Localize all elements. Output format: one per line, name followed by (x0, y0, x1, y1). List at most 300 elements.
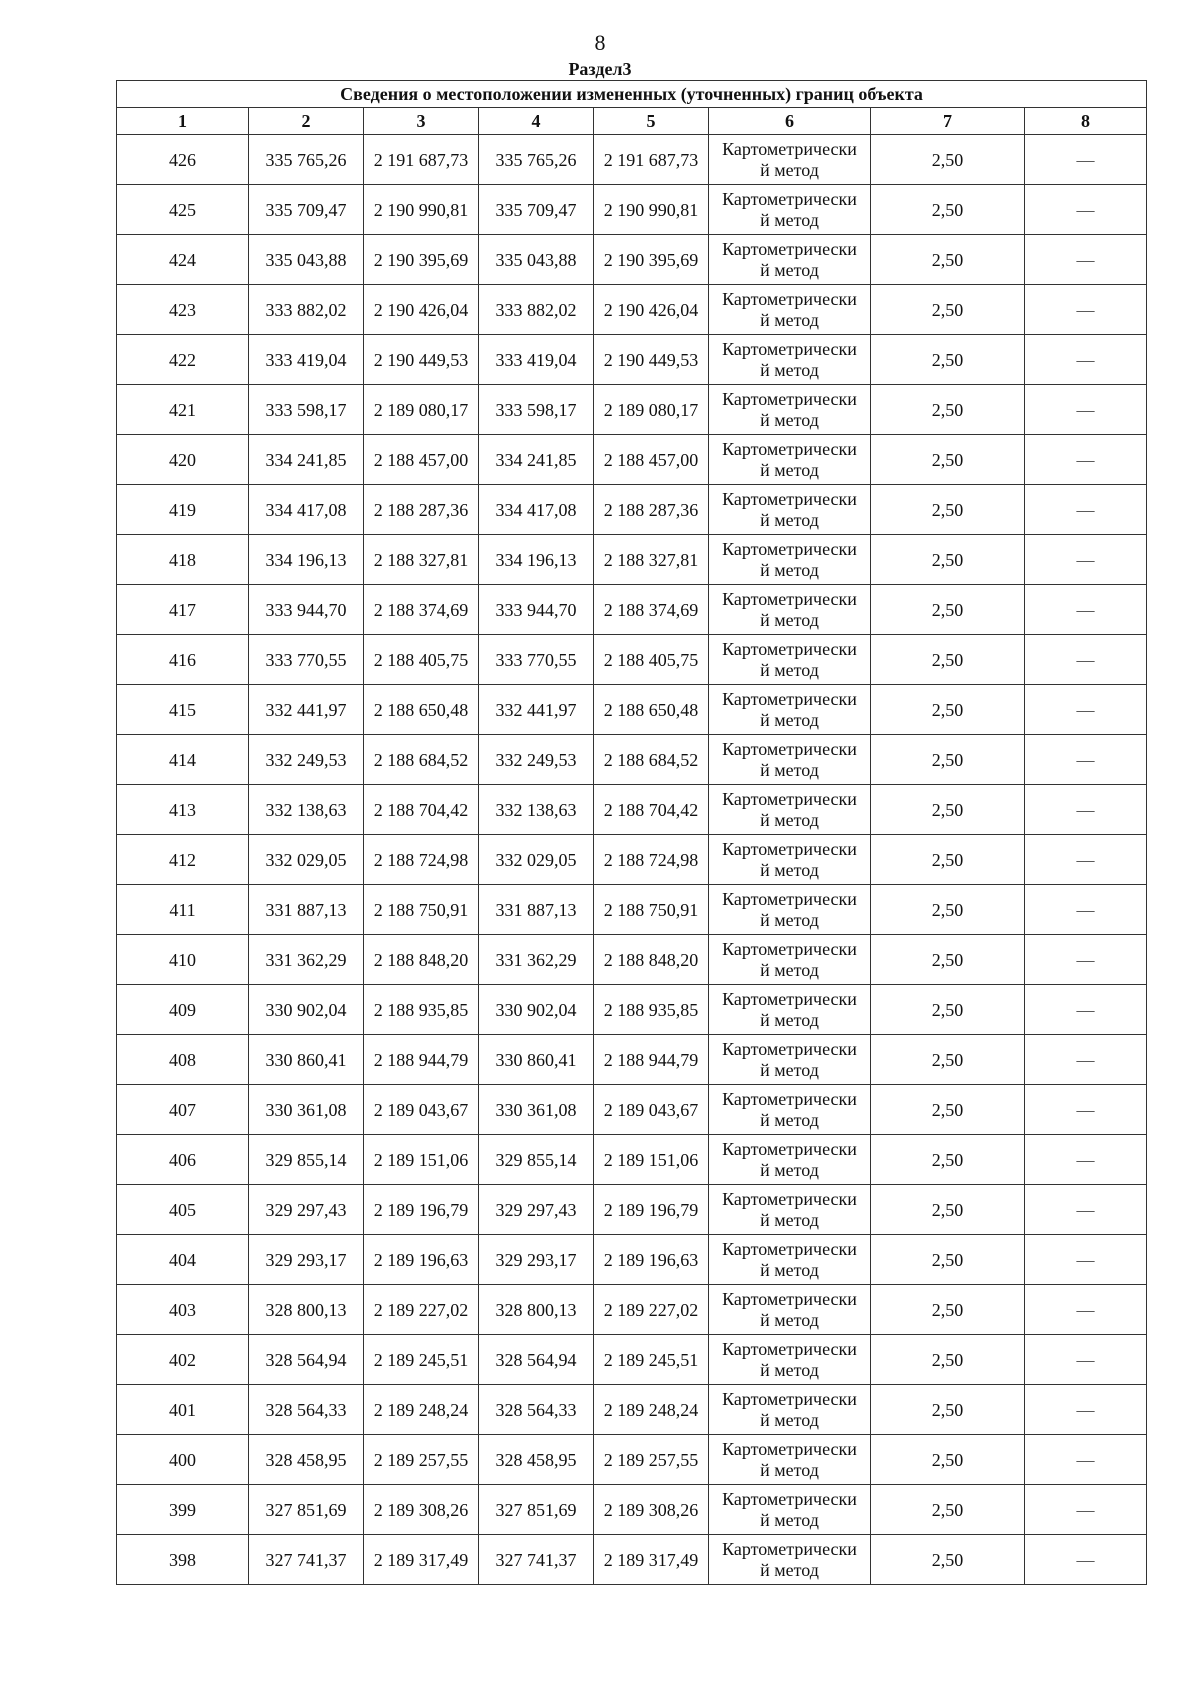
note-cell: — (1025, 1335, 1147, 1385)
x-existing-cell: 332 029,05 (249, 835, 364, 885)
y-refined-cell: 2 188 750,91 (594, 885, 709, 935)
method-cell (709, 1085, 871, 1135)
y-existing-cell: 2 189 151,06 (364, 1135, 479, 1185)
x-existing-cell: 334 417,08 (249, 485, 364, 535)
table-row (117, 1285, 1147, 1335)
column-number-1: 1 (117, 108, 249, 135)
method-line-2: й метод (760, 1459, 819, 1480)
point-number-cell: 423 (117, 285, 249, 335)
method-line-1: Картометрически (722, 388, 857, 409)
x-refined-cell: 335 765,26 (479, 135, 594, 185)
method-line-2: й метод (760, 509, 819, 530)
method-cell (709, 785, 871, 835)
column-number-8: 8 (1025, 108, 1147, 135)
method-cell (709, 885, 871, 935)
x-refined-cell: 328 458,95 (479, 1435, 594, 1485)
x-existing-cell: 332 249,53 (249, 735, 364, 785)
method-line-2: й метод (760, 759, 819, 780)
method-line-2: й метод (760, 209, 819, 230)
y-existing-cell: 2 189 227,02 (364, 1285, 479, 1335)
accuracy-cell: 2,50 (871, 235, 1025, 285)
table-row (117, 985, 1147, 1035)
column-number-7: 7 (871, 108, 1025, 135)
x-refined-cell: 329 297,43 (479, 1185, 594, 1235)
accuracy-cell: 2,50 (871, 385, 1025, 435)
method-line-2: й метод (760, 909, 819, 930)
table-row (117, 185, 1147, 235)
x-refined-cell: 332 249,53 (479, 735, 594, 785)
method-line-2: й метод (760, 1559, 819, 1580)
point-number-cell: 415 (117, 685, 249, 735)
y-refined-cell: 2 189 080,17 (594, 385, 709, 435)
method-cell (709, 1435, 871, 1485)
point-number-cell: 402 (117, 1335, 249, 1385)
y-refined-cell: 2 189 151,06 (594, 1135, 709, 1185)
accuracy-cell: 2,50 (871, 1535, 1025, 1585)
note-cell: — (1025, 435, 1147, 485)
accuracy-cell: 2,50 (871, 335, 1025, 385)
accuracy-cell: 2,50 (871, 985, 1025, 1035)
method-cell (709, 535, 871, 585)
x-existing-cell: 335 043,88 (249, 235, 364, 285)
accuracy-cell: 2,50 (871, 135, 1025, 185)
accuracy-cell: 2,50 (871, 1485, 1025, 1535)
method-cell (709, 1235, 871, 1285)
x-existing-cell: 334 241,85 (249, 435, 364, 485)
note-cell: — (1025, 785, 1147, 835)
point-number-cell: 404 (117, 1235, 249, 1285)
method-cell (709, 1185, 871, 1235)
table-row (117, 385, 1147, 435)
point-number-cell: 406 (117, 1135, 249, 1185)
x-existing-cell: 332 441,97 (249, 685, 364, 735)
note-cell: — (1025, 1135, 1147, 1185)
note-cell: — (1025, 485, 1147, 535)
table-row (117, 635, 1147, 685)
x-refined-cell: 329 293,17 (479, 1235, 594, 1285)
y-existing-cell: 2 190 426,04 (364, 285, 479, 335)
y-refined-cell: 2 189 308,26 (594, 1485, 709, 1535)
x-existing-cell: 333 882,02 (249, 285, 364, 335)
x-existing-cell: 333 770,55 (249, 635, 364, 685)
note-cell: — (1025, 985, 1147, 1035)
table-row (117, 935, 1147, 985)
table-row (117, 135, 1147, 185)
y-existing-cell: 2 190 449,53 (364, 335, 479, 385)
accuracy-cell: 2,50 (871, 535, 1025, 585)
y-refined-cell: 2 188 457,00 (594, 435, 709, 485)
method-line-1: Картометрически (722, 138, 857, 159)
note-cell: — (1025, 135, 1147, 185)
method-line-2: й метод (760, 609, 819, 630)
method-line-1: Картометрически (722, 1138, 857, 1159)
x-refined-cell: 335 709,47 (479, 185, 594, 235)
y-refined-cell: 2 189 317,49 (594, 1535, 709, 1585)
y-existing-cell: 2 189 317,49 (364, 1535, 479, 1585)
point-number-cell: 400 (117, 1435, 249, 1485)
point-number-cell: 425 (117, 185, 249, 235)
accuracy-cell: 2,50 (871, 685, 1025, 735)
accuracy-cell: 2,50 (871, 1335, 1025, 1385)
note-cell: — (1025, 1235, 1147, 1285)
point-number-cell: 419 (117, 485, 249, 535)
method-line-1: Картометрически (722, 1188, 857, 1209)
note-cell: — (1025, 1535, 1147, 1585)
y-existing-cell: 2 188 935,85 (364, 985, 479, 1035)
note-cell: — (1025, 685, 1147, 735)
method-cell (709, 1535, 871, 1585)
x-existing-cell: 329 297,43 (249, 1185, 364, 1235)
y-existing-cell: 2 188 374,69 (364, 585, 479, 635)
method-cell (709, 135, 871, 185)
x-refined-cell: 333 419,04 (479, 335, 594, 385)
x-existing-cell: 333 598,17 (249, 385, 364, 435)
table-body (117, 135, 1147, 1585)
coordinates-table (116, 80, 1147, 1585)
y-existing-cell: 2 188 944,79 (364, 1035, 479, 1085)
method-line-2: й метод (760, 1309, 819, 1330)
point-number-cell: 416 (117, 635, 249, 685)
point-number-cell: 407 (117, 1085, 249, 1135)
accuracy-cell: 2,50 (871, 1035, 1025, 1085)
method-line-2: й метод (760, 709, 819, 730)
method-cell (709, 985, 871, 1035)
accuracy-cell: 2,50 (871, 635, 1025, 685)
accuracy-cell: 2,50 (871, 285, 1025, 335)
method-line-2: й метод (760, 259, 819, 280)
point-number-cell: 417 (117, 585, 249, 635)
table-row (117, 835, 1147, 885)
table-row (117, 1385, 1147, 1435)
method-line-2: й метод (760, 409, 819, 430)
table-row (117, 1335, 1147, 1385)
note-cell: — (1025, 1435, 1147, 1485)
note-cell: — (1025, 635, 1147, 685)
y-existing-cell: 2 188 327,81 (364, 535, 479, 585)
y-existing-cell: 2 188 724,98 (364, 835, 479, 885)
method-cell (709, 835, 871, 885)
table-row (117, 1135, 1147, 1185)
x-existing-cell: 330 860,41 (249, 1035, 364, 1085)
method-cell (709, 685, 871, 735)
accuracy-cell: 2,50 (871, 1185, 1025, 1235)
x-existing-cell: 327 851,69 (249, 1485, 364, 1535)
method-cell (709, 1135, 871, 1185)
note-cell: — (1025, 285, 1147, 335)
note-cell: — (1025, 735, 1147, 785)
x-existing-cell: 329 855,14 (249, 1135, 364, 1185)
table-row (117, 1535, 1147, 1585)
method-line-2: й метод (760, 1359, 819, 1380)
y-refined-cell: 2 189 245,51 (594, 1335, 709, 1385)
x-existing-cell: 335 765,26 (249, 135, 364, 185)
method-cell (709, 335, 871, 385)
x-refined-cell: 332 029,05 (479, 835, 594, 885)
method-line-1: Картометрически (722, 1238, 857, 1259)
y-refined-cell: 2 188 848,20 (594, 935, 709, 985)
y-existing-cell: 2 189 245,51 (364, 1335, 479, 1385)
method-line-2: й метод (760, 859, 819, 880)
method-cell (709, 1485, 871, 1535)
table-row (117, 435, 1147, 485)
point-number-cell: 410 (117, 935, 249, 985)
y-existing-cell: 2 190 990,81 (364, 185, 479, 235)
x-existing-cell: 328 564,94 (249, 1335, 364, 1385)
point-number-cell: 408 (117, 1035, 249, 1085)
x-existing-cell: 328 800,13 (249, 1285, 364, 1335)
note-cell: — (1025, 835, 1147, 885)
y-refined-cell: 2 189 196,79 (594, 1185, 709, 1235)
method-cell (709, 735, 871, 785)
table-row (117, 1085, 1147, 1135)
method-cell (709, 1035, 871, 1085)
accuracy-cell: 2,50 (871, 585, 1025, 635)
y-existing-cell: 2 188 704,42 (364, 785, 479, 835)
y-existing-cell: 2 188 405,75 (364, 635, 479, 685)
y-refined-cell: 2 188 684,52 (594, 735, 709, 785)
x-existing-cell: 327 741,37 (249, 1535, 364, 1585)
method-line-1: Картометрически (722, 1038, 857, 1059)
y-existing-cell: 2 188 848,20 (364, 935, 479, 985)
point-number-cell: 422 (117, 335, 249, 385)
y-refined-cell: 2 189 248,24 (594, 1385, 709, 1435)
table-row (117, 285, 1147, 335)
x-refined-cell: 333 770,55 (479, 635, 594, 685)
method-line-2: й метод (760, 1159, 819, 1180)
x-refined-cell: 327 851,69 (479, 1485, 594, 1535)
point-number-cell: 414 (117, 735, 249, 785)
x-existing-cell: 335 709,47 (249, 185, 364, 235)
note-cell: — (1025, 1485, 1147, 1535)
method-line-2: й метод (760, 1059, 819, 1080)
y-existing-cell: 2 188 287,36 (364, 485, 479, 535)
method-cell (709, 585, 871, 635)
y-refined-cell: 2 188 405,75 (594, 635, 709, 685)
y-refined-cell: 2 188 724,98 (594, 835, 709, 885)
x-existing-cell: 329 293,17 (249, 1235, 364, 1285)
table-row (117, 485, 1147, 535)
x-refined-cell: 328 564,94 (479, 1335, 594, 1385)
note-cell: — (1025, 385, 1147, 435)
method-cell (709, 185, 871, 235)
method-line-1: Картометрически (722, 1338, 857, 1359)
point-number-cell: 418 (117, 535, 249, 585)
x-refined-cell: 332 138,63 (479, 785, 594, 835)
y-existing-cell: 2 188 457,00 (364, 435, 479, 485)
column-number-4: 4 (479, 108, 594, 135)
x-existing-cell: 330 902,04 (249, 985, 364, 1035)
method-line-2: й метод (760, 809, 819, 830)
x-refined-cell: 335 043,88 (479, 235, 594, 285)
method-line-1: Картометрически (722, 688, 857, 709)
x-refined-cell: 330 860,41 (479, 1035, 594, 1085)
method-cell (709, 1285, 871, 1335)
y-existing-cell: 2 189 196,79 (364, 1185, 479, 1235)
method-line-1: Картометрически (722, 988, 857, 1009)
column-number-6: 6 (709, 108, 871, 135)
y-existing-cell: 2 188 650,48 (364, 685, 479, 735)
y-existing-cell: 2 189 248,24 (364, 1385, 479, 1435)
column-number-3: 3 (364, 108, 479, 135)
x-refined-cell: 334 417,08 (479, 485, 594, 535)
table-row (117, 1435, 1147, 1485)
y-refined-cell: 2 190 449,53 (594, 335, 709, 385)
accuracy-cell: 2,50 (871, 835, 1025, 885)
accuracy-cell: 2,50 (871, 435, 1025, 485)
y-refined-cell: 2 189 196,63 (594, 1235, 709, 1285)
x-refined-cell: 333 944,70 (479, 585, 594, 635)
y-existing-cell: 2 190 395,69 (364, 235, 479, 285)
method-line-1: Картометрически (722, 588, 857, 609)
column-number-5: 5 (594, 108, 709, 135)
method-cell (709, 1335, 871, 1385)
note-cell: — (1025, 535, 1147, 585)
method-line-1: Картометрически (722, 1288, 857, 1309)
accuracy-cell: 2,50 (871, 485, 1025, 535)
method-cell (709, 1385, 871, 1435)
method-line-2: й метод (760, 959, 819, 980)
x-existing-cell: 333 944,70 (249, 585, 364, 635)
point-number-cell: 405 (117, 1185, 249, 1235)
x-existing-cell: 332 138,63 (249, 785, 364, 835)
accuracy-cell: 2,50 (871, 1235, 1025, 1285)
y-existing-cell: 2 189 308,26 (364, 1485, 479, 1535)
method-cell (709, 485, 871, 535)
method-line-2: й метод (760, 309, 819, 330)
x-existing-cell: 331 362,29 (249, 935, 364, 985)
x-existing-cell: 328 564,33 (249, 1385, 364, 1435)
method-cell (709, 635, 871, 685)
x-refined-cell: 334 196,13 (479, 535, 594, 585)
point-number-cell: 412 (117, 835, 249, 885)
method-line-2: й метод (760, 1259, 819, 1280)
method-line-1: Картометрически (722, 338, 857, 359)
x-existing-cell: 331 887,13 (249, 885, 364, 935)
y-existing-cell: 2 188 750,91 (364, 885, 479, 935)
method-line-2: й метод (760, 1509, 819, 1530)
method-line-2: й метод (760, 1409, 819, 1430)
point-number-cell: 426 (117, 135, 249, 185)
y-existing-cell: 2 189 080,17 (364, 385, 479, 435)
x-refined-cell: 334 241,85 (479, 435, 594, 485)
method-line-1: Картометрически (722, 1538, 857, 1559)
method-cell (709, 235, 871, 285)
table-row (117, 335, 1147, 385)
x-refined-cell: 328 564,33 (479, 1385, 594, 1435)
note-cell: — (1025, 335, 1147, 385)
table-row (117, 1235, 1147, 1285)
method-line-1: Картометрически (722, 938, 857, 959)
method-cell (709, 935, 871, 985)
column-number-2: 2 (249, 108, 364, 135)
note-cell: — (1025, 935, 1147, 985)
point-number-cell: 411 (117, 885, 249, 935)
method-line-1: Картометрически (722, 888, 857, 909)
point-number-cell: 420 (117, 435, 249, 485)
method-line-1: Картометрически (722, 738, 857, 759)
y-refined-cell: 2 190 990,81 (594, 185, 709, 235)
table-row (117, 685, 1147, 735)
table-caption: Сведения о местоположении измененных (уточненных) границ объекта (117, 81, 1147, 108)
note-cell: — (1025, 585, 1147, 635)
y-refined-cell: 2 190 395,69 (594, 235, 709, 285)
x-refined-cell: 333 882,02 (479, 285, 594, 335)
note-cell: — (1025, 185, 1147, 235)
x-refined-cell: 331 362,29 (479, 935, 594, 985)
method-line-1: Картометрически (722, 438, 857, 459)
table-row (117, 885, 1147, 935)
y-refined-cell: 2 189 043,67 (594, 1085, 709, 1135)
accuracy-cell: 2,50 (871, 735, 1025, 785)
method-line-1: Картометрически (722, 188, 857, 209)
note-cell: — (1025, 1035, 1147, 1085)
method-line-1: Картометрически (722, 238, 857, 259)
x-refined-cell: 332 441,97 (479, 685, 594, 735)
section-title: Раздел3 (568, 59, 632, 79)
x-existing-cell: 330 361,08 (249, 1085, 364, 1135)
accuracy-cell: 2,50 (871, 785, 1025, 835)
method-line-1: Картометрически (722, 788, 857, 809)
point-number-cell: 409 (117, 985, 249, 1035)
accuracy-cell: 2,50 (871, 1385, 1025, 1435)
method-cell (709, 285, 871, 335)
note-cell: — (1025, 235, 1147, 285)
method-line-2: й метод (760, 1009, 819, 1030)
method-line-1: Картометрически (722, 838, 857, 859)
x-refined-cell: 328 800,13 (479, 1285, 594, 1335)
x-refined-cell: 331 887,13 (479, 885, 594, 935)
table-row (117, 585, 1147, 635)
page-number: 8 (594, 30, 606, 55)
y-existing-cell: 2 188 684,52 (364, 735, 479, 785)
x-existing-cell: 334 196,13 (249, 535, 364, 585)
y-refined-cell: 2 188 944,79 (594, 1035, 709, 1085)
accuracy-cell: 2,50 (871, 1285, 1025, 1335)
y-existing-cell: 2 191 687,73 (364, 135, 479, 185)
method-cell (709, 385, 871, 435)
method-line-1: Картометрически (722, 538, 857, 559)
y-refined-cell: 2 188 704,42 (594, 785, 709, 835)
y-refined-cell: 2 188 650,48 (594, 685, 709, 735)
method-line-1: Картометрически (722, 1488, 857, 1509)
table-row (117, 735, 1147, 785)
point-number-cell: 424 (117, 235, 249, 285)
x-refined-cell: 329 855,14 (479, 1135, 594, 1185)
column-number-row (117, 108, 1147, 135)
table-row (117, 1485, 1147, 1535)
method-line-1: Картометрически (722, 1388, 857, 1409)
y-refined-cell: 2 188 374,69 (594, 585, 709, 635)
point-number-cell: 403 (117, 1285, 249, 1335)
y-refined-cell: 2 191 687,73 (594, 135, 709, 185)
method-line-1: Картометрически (722, 288, 857, 309)
accuracy-cell: 2,50 (871, 935, 1025, 985)
point-number-cell: 401 (117, 1385, 249, 1435)
accuracy-cell: 2,50 (871, 885, 1025, 935)
note-cell: — (1025, 1285, 1147, 1335)
method-line-2: й метод (760, 159, 819, 180)
y-refined-cell: 2 189 227,02 (594, 1285, 709, 1335)
accuracy-cell: 2,50 (871, 185, 1025, 235)
x-refined-cell: 330 361,08 (479, 1085, 594, 1135)
method-line-2: й метод (760, 659, 819, 680)
y-refined-cell: 2 189 257,55 (594, 1435, 709, 1485)
method-line-2: й метод (760, 459, 819, 480)
accuracy-cell: 2,50 (871, 1135, 1025, 1185)
table-row (117, 1185, 1147, 1235)
method-line-1: Картометрически (722, 1088, 857, 1109)
point-number-cell: 413 (117, 785, 249, 835)
